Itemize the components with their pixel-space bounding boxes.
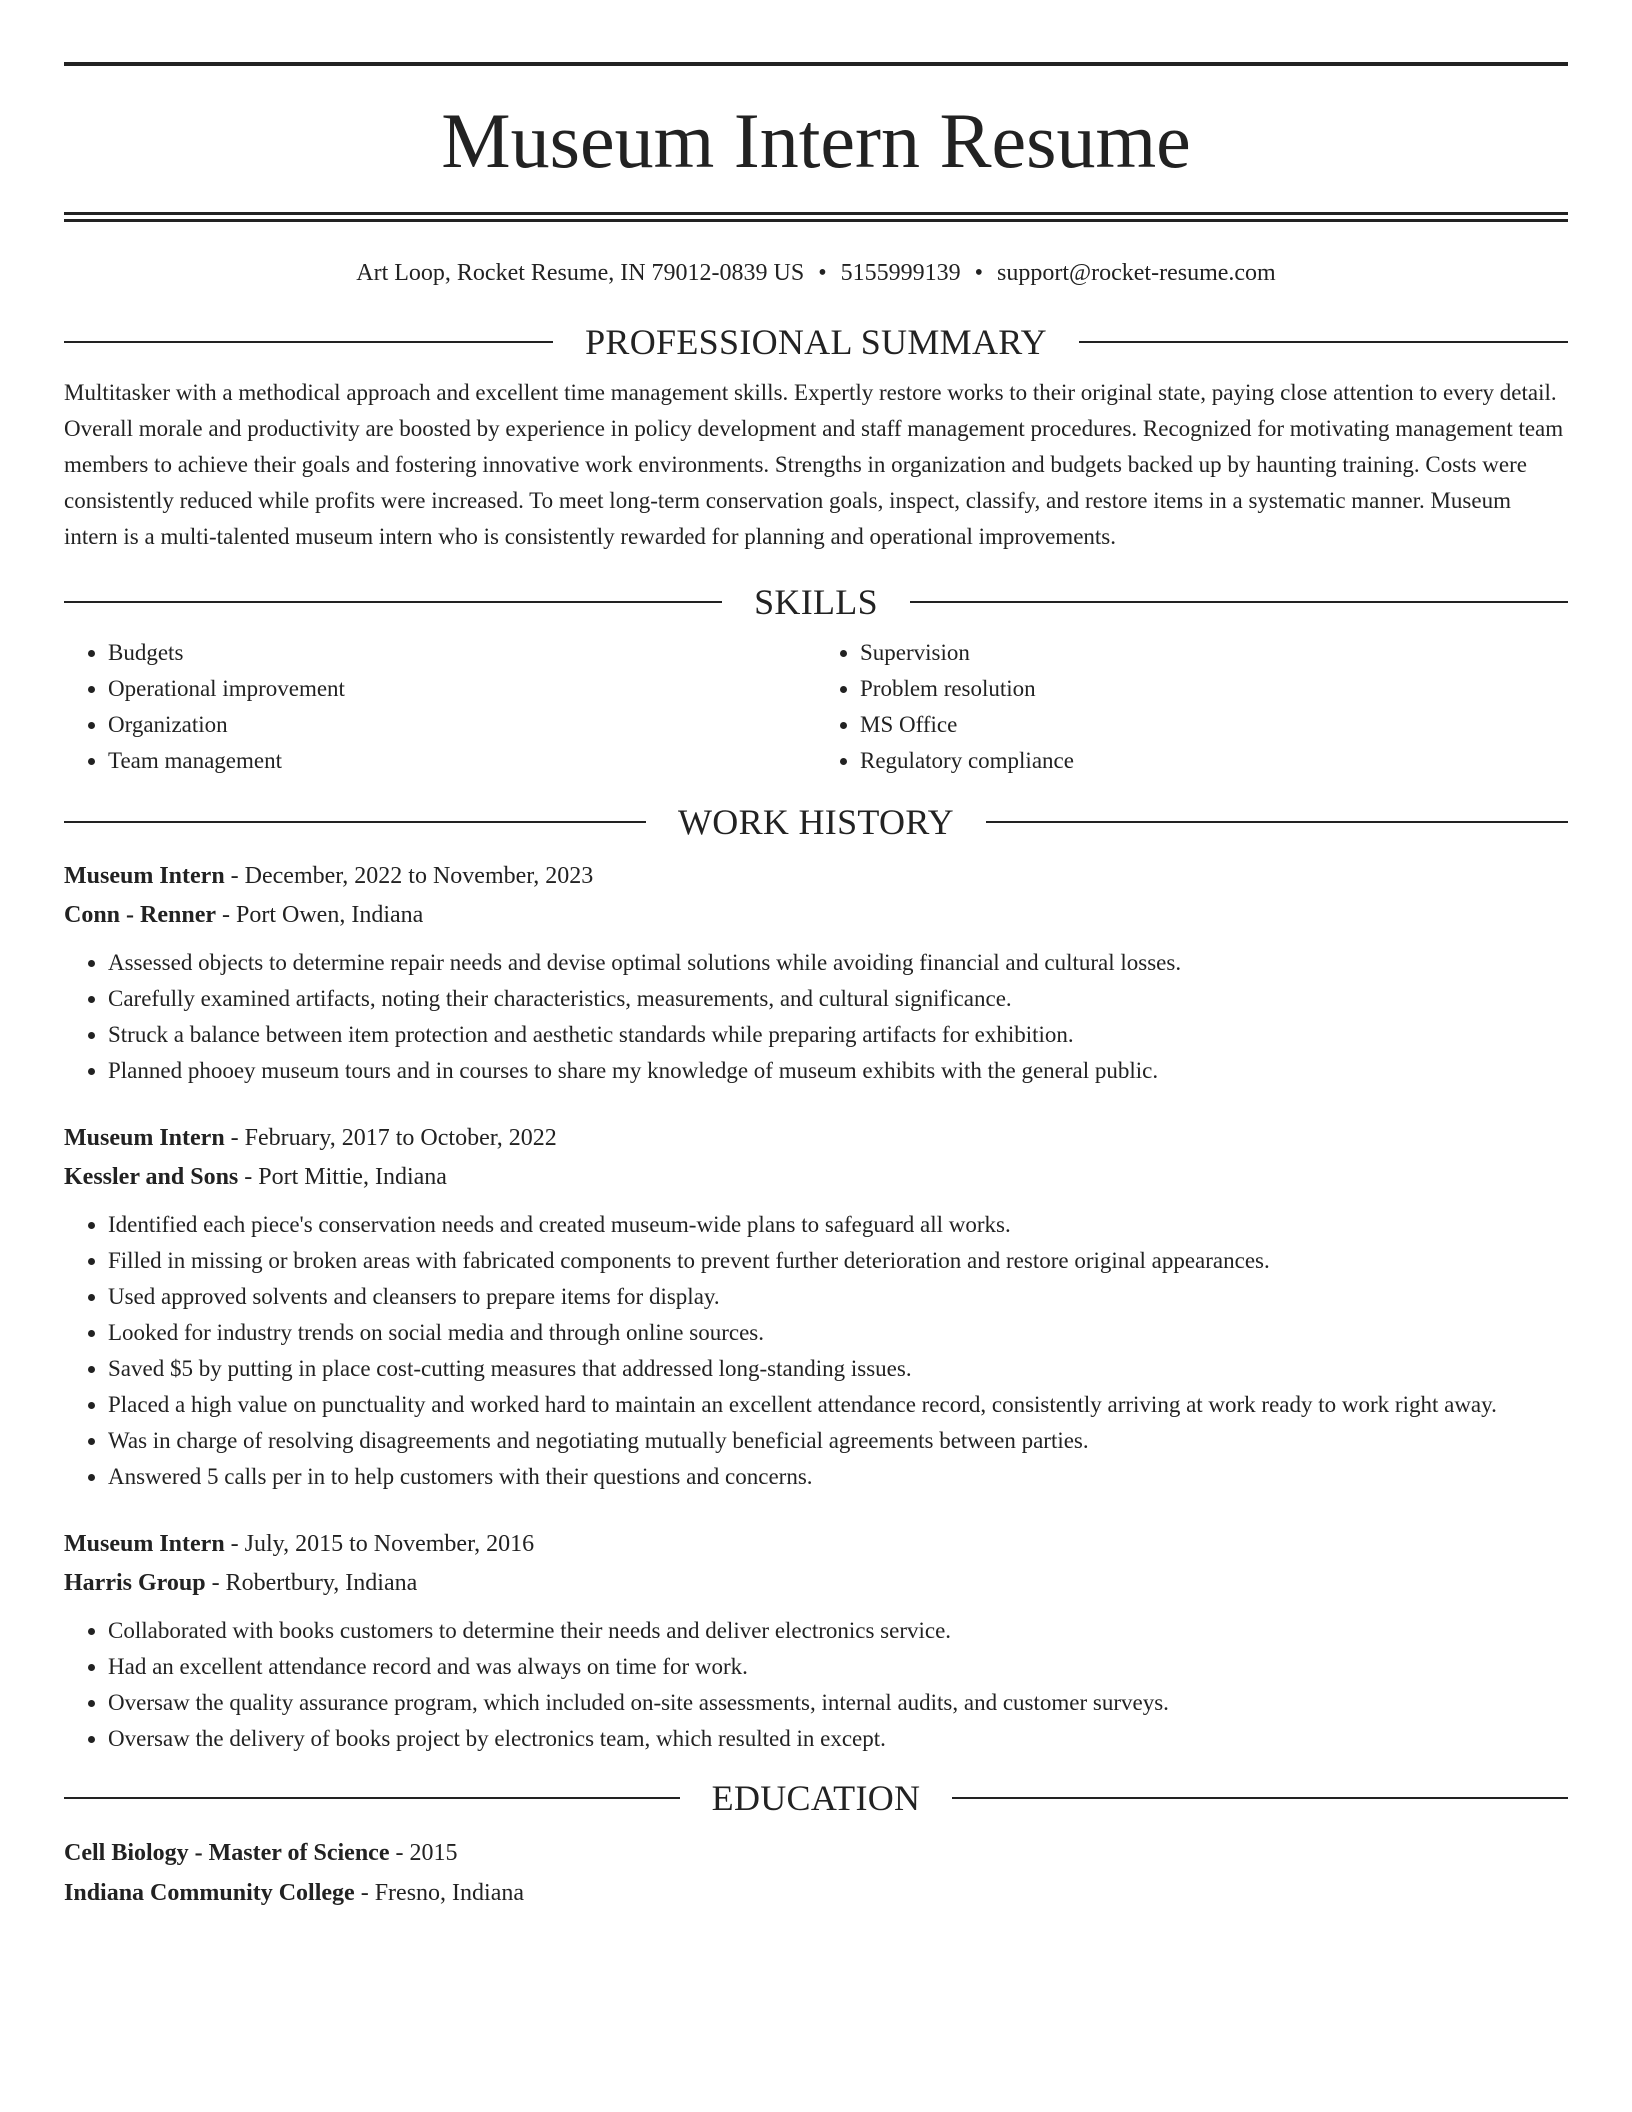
job-company-line xyxy=(64,1158,1568,1197)
skill-item: • Operational improvement xyxy=(108,671,816,707)
resume-title: Museum Intern Resume xyxy=(441,97,1191,184)
skill-item: • Regulatory compliance xyxy=(860,743,1568,779)
skill-item: • Problem resolution xyxy=(860,671,1568,707)
work-heading: WORK HISTORY xyxy=(678,802,954,842)
job-entry xyxy=(64,1525,1568,1757)
heading-rule-left xyxy=(64,1797,680,1799)
job-title: Museum Intern xyxy=(64,1125,225,1151)
job-bullet: • Assessed objects to determine repair needs and devise optimal solutions while avoiding financial and cultural losses. xyxy=(108,945,1568,981)
education-heading-row xyxy=(64,1777,1568,1819)
summary-text: Multitasker with a methodical approach and excellent time management skills. Expertly restore works to their original state, paying close attention to every detail. Overall morale and productivity are boosted by experience in policy development and staff management procedures. Recognized for motivating management team members to achieve their goals and fostering innovative work environments. Strengths in organization and budgets backed up by haunting training. Costs were consistently reduced while profits were increased. To meet long-term conservation goals, inspect, classify, and restore items in a systematic manner. Museum intern is a multi-talented museum intern who is consistently rewarded for planning and operational improvements. xyxy=(64,380,1564,549)
education-degree: Cell Biology - Master of Science xyxy=(64,1840,390,1866)
job-bullet: • Carefully examined artifacts, noting their characteristics, measurements, and cultural significance. xyxy=(108,981,1568,1017)
job-bullet: • Oversaw the delivery of books project by electronics team, which resulted in except. xyxy=(108,1721,1568,1757)
skills-heading: SKILLS xyxy=(754,582,878,622)
job-bullet: • Identified each piece's conservation needs and created museum-wide plans to safeguard all works. xyxy=(108,1207,1568,1243)
skill-item: • Budgets xyxy=(108,635,816,671)
job-location: - Robertbury, Indiana xyxy=(205,1570,418,1596)
contact-separator: • xyxy=(818,260,827,286)
job-entry xyxy=(64,1119,1568,1495)
job-title-line xyxy=(64,857,1568,896)
job-bullet: • Struck a balance between item protection and aesthetic standards while preparing artifacts for exhibition. xyxy=(108,1017,1568,1053)
job-title-line xyxy=(64,1525,1568,1564)
job-dates: - February, 2017 to October, 2022 xyxy=(224,1125,557,1151)
contact-separator: • xyxy=(974,260,984,286)
heading-rule-right xyxy=(986,821,1568,823)
skill-item: • MS Office xyxy=(860,707,1568,743)
job-company: Kessler and Sons xyxy=(64,1164,239,1190)
title-double-rule xyxy=(64,212,1568,222)
job-company-line xyxy=(64,896,1568,935)
resume-page xyxy=(64,0,1568,1913)
job-bullet: • Planned phooey museum tours and in courses to share my knowledge of museum exhibits with the general public. xyxy=(108,1053,1568,1089)
education-year: - 2015 xyxy=(389,1840,458,1866)
job-bullet: • Saved $5 by putting in place cost-cutting measures that addressed long-standing issues. xyxy=(108,1351,1568,1387)
contact-phone: 5155999139 xyxy=(840,260,961,286)
heading-rule-left xyxy=(64,601,722,603)
job-company-line xyxy=(64,1564,1568,1603)
education-heading: EDUCATION xyxy=(711,1778,921,1818)
heading-rule-right xyxy=(910,601,1568,603)
job-bullets xyxy=(64,1207,1568,1495)
job-bullet: • Had an excellent attendance record and was always on time for work. xyxy=(108,1649,1568,1685)
skills-heading-row xyxy=(64,581,1568,623)
job-bullets xyxy=(64,1613,1568,1757)
job-dates: - July, 2015 to November, 2016 xyxy=(224,1531,535,1557)
skill-item: • Organization xyxy=(108,707,816,743)
heading-rule-left xyxy=(64,821,646,823)
job-title: Museum Intern xyxy=(64,1531,225,1557)
summary-heading-row xyxy=(64,321,1568,363)
skills-column-right xyxy=(816,635,1568,779)
job-bullet: • Oversaw the quality assurance program, which included on-site assessments, internal audits, and customer surveys. xyxy=(108,1685,1568,1721)
job-title-line xyxy=(64,1119,1568,1158)
job-bullet: • Answered 5 calls per in to help customers with their questions and concerns. xyxy=(108,1459,1568,1495)
job-entry xyxy=(64,857,1568,1089)
education-school-line xyxy=(64,1873,1568,1913)
job-company: Conn - Renner xyxy=(64,902,217,928)
heading-rule-right xyxy=(1079,341,1568,343)
contact-line xyxy=(64,260,1568,287)
job-bullet: • Collaborated with books customers to determine their needs and deliver electronics service. xyxy=(108,1613,1568,1649)
job-bullet: • Was in charge of resolving disagreements and negotiating mutually beneficial agreements between parties. xyxy=(108,1423,1568,1459)
contact-address: Art Loop, Rocket Resume, IN 79012-0839 US xyxy=(356,260,805,286)
job-title: Museum Intern xyxy=(64,863,225,889)
job-bullet: • Filled in missing or broken areas with fabricated components to prevent further deterioration and restore original appearances. xyxy=(108,1243,1568,1279)
work-heading-row xyxy=(64,801,1568,843)
job-bullets xyxy=(64,945,1568,1089)
skills-list xyxy=(64,635,1568,779)
skill-item: • Team management xyxy=(108,743,816,779)
summary-heading: PROFESSIONAL SUMMARY xyxy=(585,322,1047,362)
job-bullet: • Used approved solvents and cleansers to prepare items for display. xyxy=(108,1279,1568,1315)
job-location: - Port Owen, Indiana xyxy=(216,902,424,928)
education-entry xyxy=(64,1833,1568,1913)
education-degree-line xyxy=(64,1833,1568,1873)
top-rule xyxy=(64,62,1568,66)
skills-column-left xyxy=(64,635,816,779)
contact-email: support@rocket-resume.com xyxy=(997,260,1276,286)
education-location: - Fresno, Indiana xyxy=(354,1880,524,1906)
skill-item: • Supervision xyxy=(860,635,1568,671)
heading-rule-right xyxy=(952,1797,1568,1799)
job-dates: - December, 2022 to November, 2023 xyxy=(224,863,594,889)
heading-rule-left xyxy=(64,341,553,343)
job-location: - Port Mittie, Indiana xyxy=(238,1164,447,1190)
education-school: Indiana Community College xyxy=(64,1880,355,1906)
job-bullet: • Placed a high value on punctuality and worked hard to maintain an excellent attendance record, consistently arriving at work ready to work right away. xyxy=(108,1387,1568,1423)
job-company: Harris Group xyxy=(64,1570,206,1596)
job-bullet: • Looked for industry trends on social media and through online sources. xyxy=(108,1315,1568,1351)
